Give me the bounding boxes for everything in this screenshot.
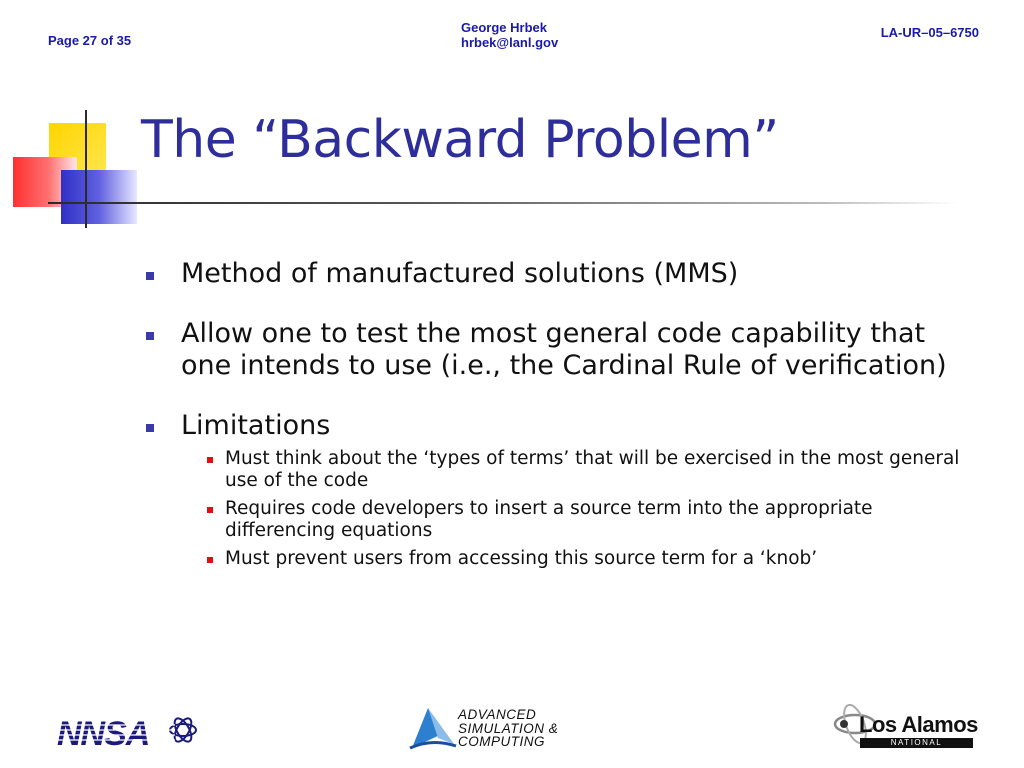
sub-bullet-item bbox=[181, 498, 961, 542]
asc-line-3: COMPUTING bbox=[458, 734, 545, 749]
sub-bullet-marker bbox=[207, 457, 213, 463]
decor-vertical-line bbox=[85, 110, 87, 228]
bullet-marker bbox=[146, 332, 154, 340]
sub-bullet-text: Requires code developers to insert a source term into the appropriate differencing equations bbox=[225, 498, 873, 541]
asc-line-1: ADVANCED bbox=[458, 707, 537, 722]
sub-bullet-marker bbox=[207, 507, 213, 513]
bullet-list bbox=[141, 258, 961, 576]
bullet-marker bbox=[146, 424, 154, 432]
nnsa-logo-text: NNSA bbox=[57, 715, 150, 752]
lanl-subtitle: NATIONAL LABORATORY bbox=[860, 738, 973, 748]
bullet-text: Limitations bbox=[181, 410, 331, 441]
sub-bullet-list bbox=[181, 448, 961, 570]
asc-logo-text bbox=[458, 708, 558, 749]
lanl-name: Los Alamos bbox=[859, 712, 978, 737]
asc-line-2: SIMULATION & bbox=[458, 720, 559, 736]
sub-bullet-item bbox=[181, 548, 961, 570]
author-email: hrbek@lanl.gov bbox=[461, 35, 559, 50]
nnsa-logo bbox=[55, 712, 200, 752]
decor-blue-square bbox=[61, 170, 137, 224]
sub-bullet-item bbox=[181, 448, 961, 492]
title-underline bbox=[48, 202, 958, 204]
author-name: George Hrbek bbox=[461, 20, 547, 35]
bullet-item bbox=[141, 258, 961, 290]
sub-bullet-marker bbox=[207, 557, 213, 563]
page-number: Page 27 of 35 bbox=[48, 33, 132, 48]
bullet-item bbox=[141, 318, 961, 382]
bullet-text: Allow one to test the most general code capability that one intends to use (i.e., the Cardinal Rule of verification) bbox=[181, 318, 947, 381]
bullet-marker bbox=[146, 272, 154, 280]
sub-bullet-text: Must prevent users from accessing this source term for a ‘knob’ bbox=[225, 548, 818, 569]
bullet-text: Method of manufactured solutions (MMS) bbox=[181, 258, 739, 289]
bullet-item bbox=[141, 410, 961, 570]
report-id: LA-UR–05–6750 bbox=[880, 25, 979, 40]
author-block bbox=[461, 20, 558, 50]
sub-bullet-text: Must think about the ‘types of terms’ that will be exercised in the most general use of the code bbox=[225, 448, 960, 491]
slide-title: The “Backward Problem” bbox=[141, 110, 779, 170]
